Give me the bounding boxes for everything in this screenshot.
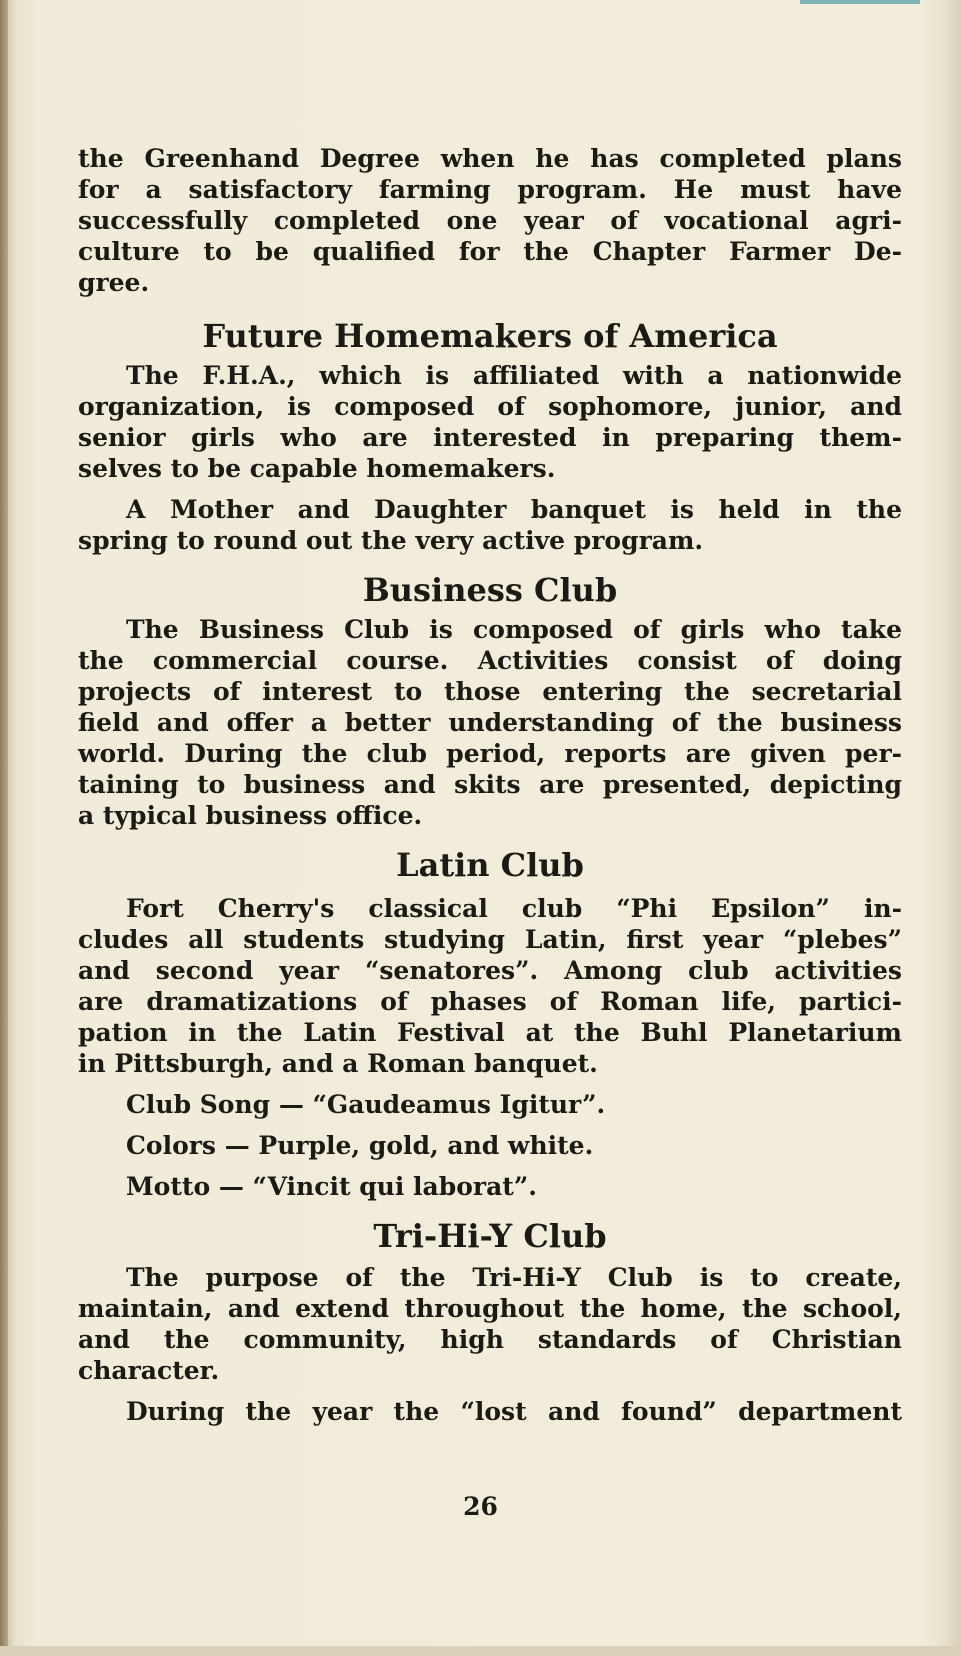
fha-line: The F.H.A., which is affiliated with a nationwide [126,361,902,390]
fha-line: selves to be capable homemakers. [78,454,556,483]
latin-club-song: Club Song — “Gaudeamus Igitur”. [126,1090,606,1119]
intro-line: for a satisfactory farming program. He must have [78,175,902,204]
latin-line: cludes all students studying Latin, first year “plebes” [78,925,902,954]
latin-line: in Pittsburgh, and a Roman banquet. [78,1049,598,1078]
cover-edge-accent [800,0,920,4]
latin-club-motto: Motto — “Vincit qui laborat”. [126,1172,537,1201]
latin-line: Fort Cherry's classical club “Phi Epsilon” in- [126,894,902,923]
business-line: projects of interest to those entering the secretarial [78,677,902,706]
page-bottom-edge [0,1646,961,1656]
business-line: world. During the club period, reports are given per- [78,739,902,768]
business-line: the commercial course. Activities consist of doing [78,646,902,675]
latin-line: pation in the Latin Festival at the Buhl Planetarium [78,1018,902,1047]
trihiy-line: maintain, and extend throughout the home, the school, [78,1294,902,1323]
section-heading-fha: Future Homemakers of America [202,317,778,355]
latin-club-colors: Colors — Purple, gold, and white. [126,1131,594,1160]
page-text-body [78,143,902,1427]
section-heading-latin: Latin Club [396,846,584,884]
business-line: field and offer a better understanding of the business [78,708,902,737]
latin-line: are dramatizations of phases of Roman life, partici- [78,987,902,1016]
fha-line: organization, is composed of sophomore, junior, and [78,392,902,421]
intro-line: culture to be qualified for the Chapter Farmer De- [78,237,902,266]
trihiy-line: and the community, high standards of Christian [78,1325,902,1354]
intro-line: the Greenhand Degree when he has completed plans [78,144,902,173]
intro-line: gree. [78,268,150,297]
fha-line: senior girls who are interested in preparing them- [78,423,902,452]
latin-line: and second year “senatores”. Among club activities [78,956,902,985]
business-line: The Business Club is composed of girls who take [126,615,902,644]
intro-line: successfully completed one year of vocational agri- [78,206,902,235]
trihiy-line: During the year the “lost and found” department [126,1397,902,1426]
business-line: a typical business office. [78,801,423,830]
fha-line: spring to round out the very active program. [78,526,704,555]
section-heading-business: Business Club [362,571,618,609]
section-heading-trihiy: Tri-Hi-Y Club [373,1217,607,1255]
trihiy-line: character. [78,1356,220,1385]
trihiy-line: The purpose of the Tri-Hi-Y Club is to create, [126,1263,902,1292]
business-line: taining to business and skits are presented, depicting [78,770,902,799]
page-binding-edge [0,0,8,1656]
page-number: 26 [463,1492,498,1521]
fha-line: A Mother and Daughter banquet is held in the [126,495,902,524]
